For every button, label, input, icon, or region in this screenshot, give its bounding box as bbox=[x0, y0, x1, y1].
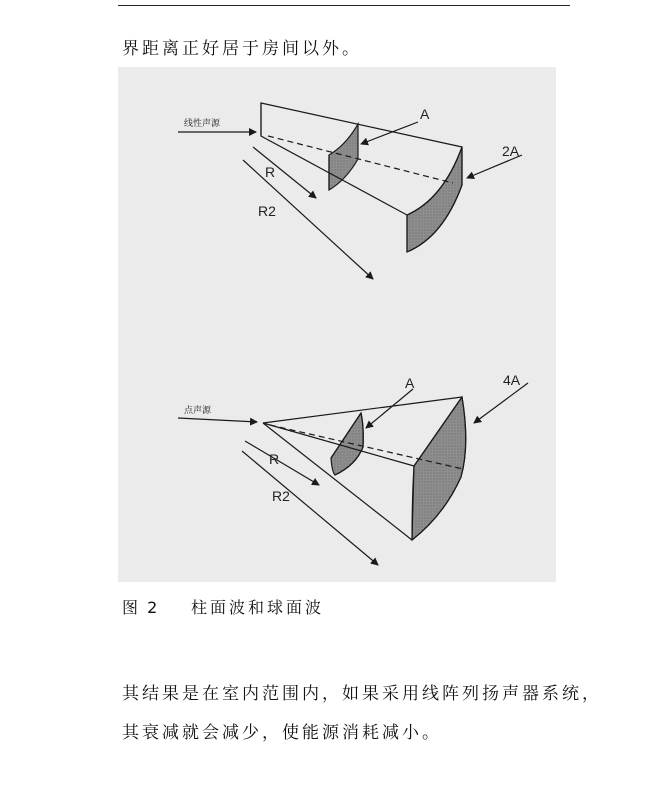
spherical-arrow-4a bbox=[474, 383, 528, 423]
cylindrical-arrow-r2 bbox=[243, 160, 373, 279]
paragraph-line-1: 其结果是在室内范围内，如果采用线阵列扬声器系统， bbox=[122, 684, 602, 704]
cylindrical-source-label: 线性声源 bbox=[184, 119, 221, 129]
header-rule bbox=[118, 5, 570, 6]
figure-caption-title: 柱面波和球面波 bbox=[191, 598, 325, 617]
spherical-label-r2: R2 bbox=[272, 488, 290, 504]
cylindrical-label-a: A bbox=[420, 106, 430, 122]
spherical-label-r: R bbox=[269, 451, 280, 467]
spherical-label-4a: 4A bbox=[503, 372, 521, 388]
spherical-source-arrow bbox=[178, 418, 257, 422]
cylindrical-arrow-r bbox=[253, 147, 316, 198]
cylindrical-label-2a: 2A bbox=[502, 143, 520, 159]
spherical-wave-diagram bbox=[178, 383, 528, 565]
spherical-source-label: 点声源 bbox=[184, 406, 212, 416]
cylindrical-axis-dashed bbox=[268, 136, 453, 183]
spherical-arrow-r2 bbox=[242, 451, 378, 565]
cylindrical-wedge-top bbox=[261, 103, 462, 215]
spherical-large-front bbox=[412, 397, 466, 540]
cylindrical-label-r: R bbox=[265, 164, 276, 180]
wave-diagram bbox=[118, 67, 556, 582]
cylindrical-wave-diagram bbox=[178, 103, 522, 279]
text-line-top: 界距离正好居于房间以外。 bbox=[122, 39, 362, 59]
cylindrical-large-front bbox=[407, 147, 462, 252]
cylindrical-arrow-a bbox=[361, 122, 418, 144]
figure-caption-number: 图 2 bbox=[122, 598, 160, 617]
spherical-label-a: A bbox=[405, 375, 415, 391]
spherical-cone-bottom bbox=[263, 423, 412, 540]
paragraph-line-2: 其衰减就会减少，使能源消耗减小。 bbox=[122, 723, 442, 743]
figure-panel bbox=[118, 67, 556, 582]
cylindrical-label-r2: R2 bbox=[258, 203, 276, 219]
